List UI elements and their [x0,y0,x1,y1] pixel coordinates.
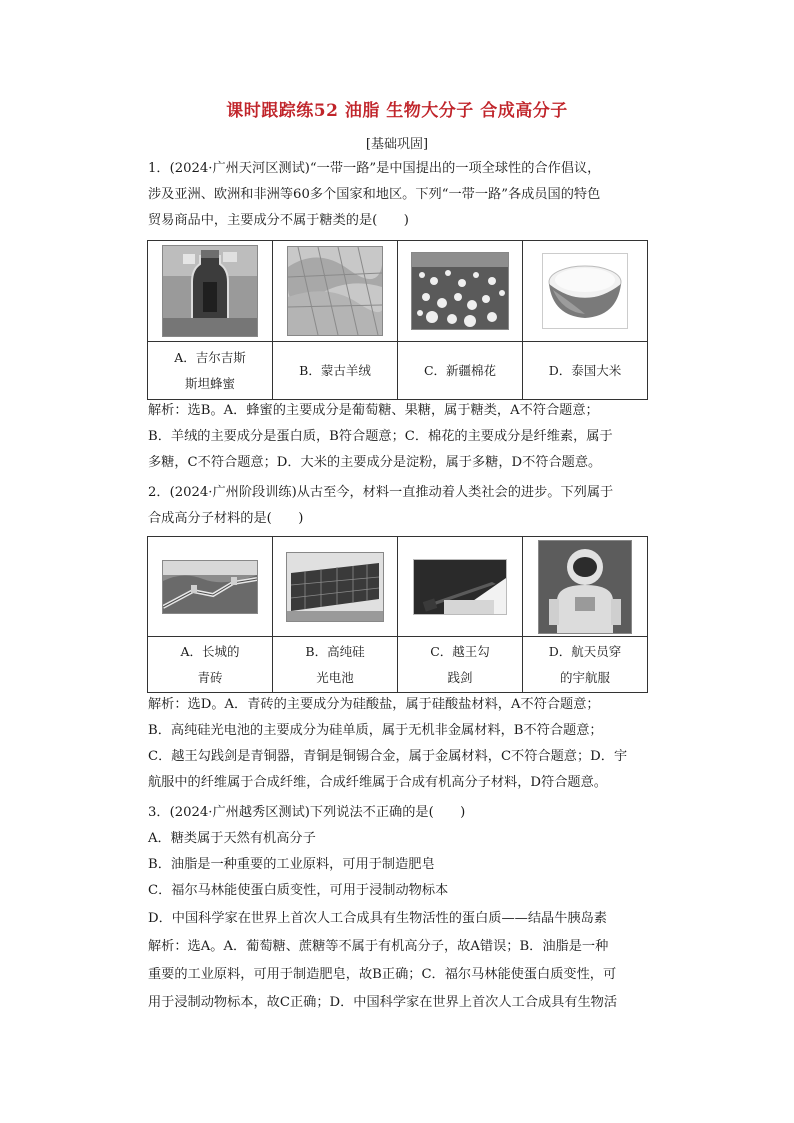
q1-image-cell-a [148,241,273,342]
q2-analysis-line-3: C．越王勾践剑是青铜器，青铜是铜锡合金，属于金属材料，C不符合题意；D．宇 [148,749,628,764]
q1-options-table [147,240,648,400]
section-heading: [基础巩固] [365,137,429,152]
q2-option-b: B．高纯硅 光电池 [273,637,398,693]
q1-analysis-line-1: 解析：选B。A．蜂蜜的主要成分是葡萄糖、果糖，属于糖类，A不符合题意； [148,403,599,418]
q2-image-cell-d [523,537,648,637]
q1-analysis-line-2: B．羊绒的主要成分是蛋白质，B符合题意；C．棉花的主要成分是纤维素，属于 [148,429,613,444]
astronaut-photo [538,540,632,634]
bronze-sword-photo [413,559,507,615]
q1-stem-line-1: 1．(2024·广州天河区测试)“一带一路”是中国提出的一项全球性的合作倡议， [148,161,601,176]
q1-stem-line-2: 涉及亚洲、欧洲和非洲等60多个国家和地区。下列“一带一路”各成员国的特色 [148,187,601,202]
q2-option-d: D．航天员穿 的宇航服 [523,637,648,693]
cashmere-scarf-photo [287,246,383,336]
q1-image-cell-d [523,241,648,342]
q3-choice-c: C．福尔马林能使蛋白质变性，可用于浸制动物标本 [148,883,449,898]
honey-jar-photo [162,245,258,337]
q2-option-a: A．长城的 青砖 [148,637,273,693]
q3-stem: 3．(2024·广州越秀区测试)下列说法不正确的是( ) [148,805,466,820]
q3-choice-b: B．油脂是一种重要的工业原料，可用于制造肥皂 [148,857,435,872]
q1-option-a: A．吉尔吉斯 斯坦蜂蜜 [148,342,273,400]
q2-image-cell-b [273,537,398,637]
q3-analysis-line-1: 解析：选A。A．葡萄糖、蔗糖等不属于有机高分子，故A错误；B．油脂是一种 [148,939,609,954]
rice-bowl-photo [542,253,628,329]
cotton-field-photo [411,252,509,330]
q2-stem-line-2: 合成高分子材料的是( ) [148,511,304,526]
q3-analysis-line-2: 重要的工业原料，可用于制造肥皂，故B正确；C．福尔马林能使蛋白质变性，可 [148,967,617,982]
q2-analysis-line-1: 解析：选D。A．青砖的主要成分为硅酸盐，属于硅酸盐材料，A不符合题意； [148,697,600,712]
q2-analysis-line-4: 航服中的纤维属于合成纤维，合成纤维属于合成有机高分子材料，D符合题意。 [148,775,607,790]
q2-image-cell-c [398,537,523,637]
q2-options-table [147,536,648,693]
q1-option-b: B．蒙古羊绒 [273,342,398,400]
solar-panel-photo [286,552,384,622]
q2-stem-line-1: 2．(2024·广州阶段训练)从古至今，材料一直推动着人类社会的进步。下列属于 [148,485,614,500]
great-wall-photo [162,560,258,614]
q1-image-cell-c [398,241,523,342]
q3-choice-a: A．糖类属于天然有机高分子 [148,831,316,846]
q2-image-cell-a [148,537,273,637]
q2-option-c: C．越王勾 践剑 [398,637,523,693]
q1-analysis-line-3: 多糖，C不符合题意；D．大米的主要成分是淀粉，属于多糖，D不符合题意。 [148,455,602,470]
q1-option-c: C．新疆棉花 [398,342,523,400]
q3-choice-d: D．中国科学家在世界上首次人工合成具有生物活性的蛋白质——结晶牛胰岛素 [148,911,607,926]
q2-analysis-line-2: B．高纯硅光电池的主要成分为硅单质，属于无机非金属材料，B不符合题意； [148,723,603,738]
q3-analysis-line-3: 用于浸制动物标本，故C正确；D．中国科学家在世界上首次人工合成具有生物活 [148,995,618,1010]
q1-image-cell-b [273,241,398,342]
q1-stem-line-3: 贸易商品中，主要成分不属于糖类的是( ) [148,213,409,228]
q1-option-d: D．泰国大米 [523,342,648,400]
page-title: 课时跟踪练52 油脂 生物大分子 合成高分子 [226,101,568,121]
